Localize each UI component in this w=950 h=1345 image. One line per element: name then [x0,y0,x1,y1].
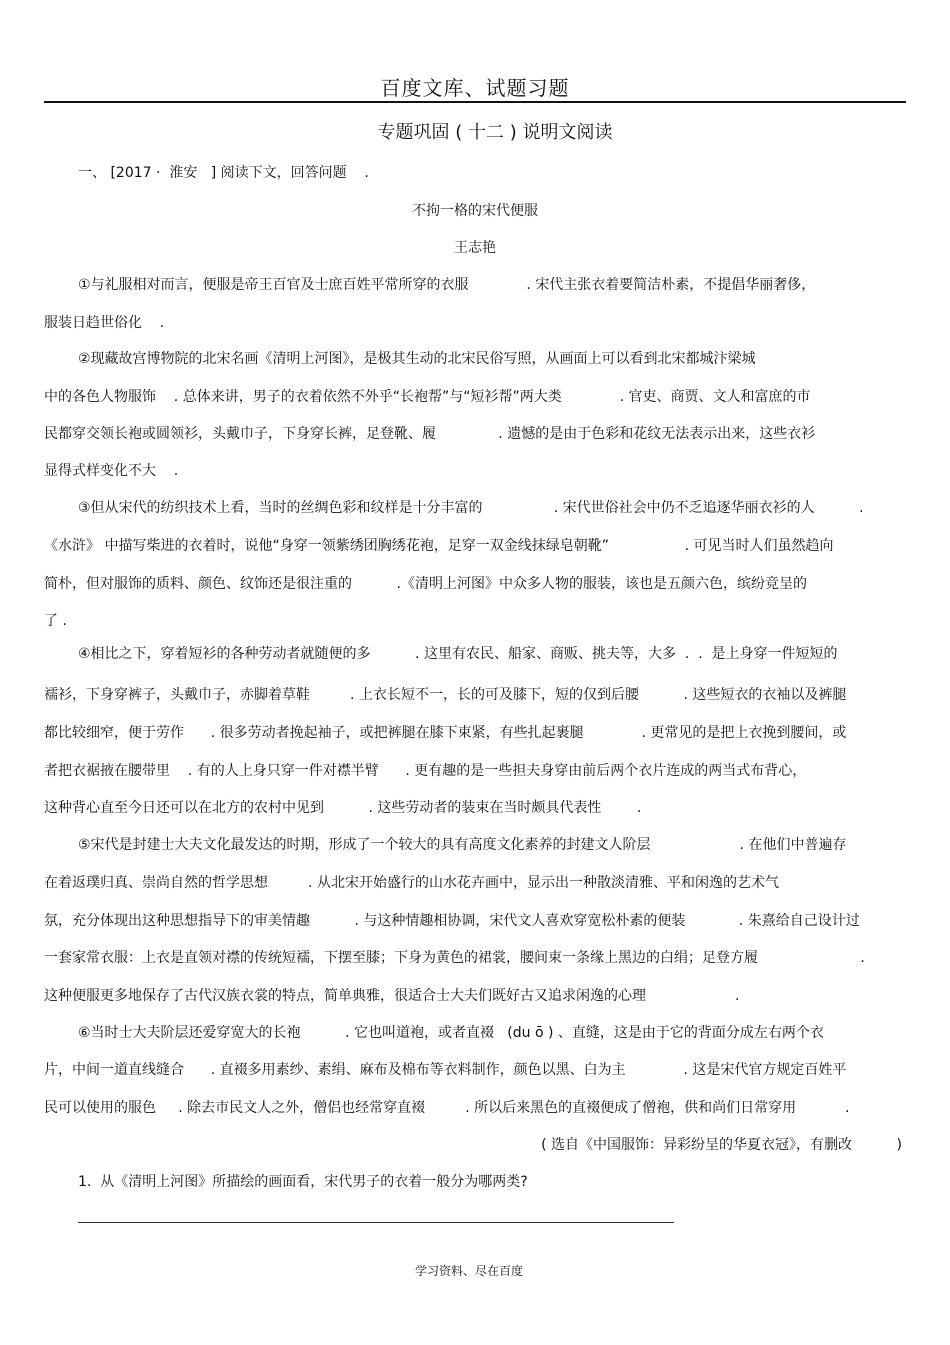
article-line: 氛，充分体现出这种思想指导下的审美情趣 . 与这种情趣相协调，宋代文人喜欢穿宽松朴素的便装 . 朱熹给自己设计过 [44,913,860,929]
article-line: ④相比之下，穿着短衫的各种劳动者就随便的多 . 这里有农民、船家、商贩、挑夫等，大多 . . 是上身穿一件短短的 [78,646,838,662]
article-line: ⑤宋代是封建士大夫文化最发达的时期，形成了一个较大的具有高度文化素养的封建文人阶层 . 在他们中普遍存 [78,837,847,853]
article-line: ③但从宋代的纺织技术上看，当时的丝绸色彩和纹样是十分丰富的 . 宋代世俗社会中仍不乏追逐华丽衣衫的人 . [78,500,864,516]
article-line: ②现藏故宫博物院的北宋名画《清明上河图》，是极其生动的北宋民俗写照，从画面上可以看到北宋都城汴梁城 [78,351,756,367]
source-note: ( 选自《中国服饰：异彩纷呈的华夏衣冠》，有删改 ) [541,1137,902,1153]
article-line: 者把衣裾掖在腰带里 . 有的人上身只穿一件对襟半臂 . 更有趣的是一些担夫身穿由前后两个衣片连成的两当式布背心， [44,763,807,779]
article-line: ①与礼服相对而言，便服是帝王百官及士庶百姓平常所穿的衣服 . 宋代主张衣着要简洁朴素，不提倡华丽奢侈， [78,277,816,293]
article-line: 这种便服更多地保存了古代汉族衣裳的特点，简单典雅，很适合士大夫们既好古又追求闲逸的心理 . [44,988,740,1004]
article-line: 《水浒》 中描写柴进的衣着时，说他“身穿一领紫绣团胸绣花袍，足穿一双金线抹绿皂朝靴” . 可见当时人们虽然趋向 [44,538,834,554]
article-line: ⑥当时士大夫阶层还爱穿宽大的长袍 . 它也叫道袍，或者直裰 (du ō ) 、直缝，这是由于它的背面分成左右两个衣 [78,1025,824,1041]
article-line: 民可以使用的服色 . 除去市民文人之外，僧侣也经常穿直裰 . 所以后来黑色的直裰便成了僧袍，供和尚们日常穿用 . [44,1100,850,1116]
article-line: 简朴，但对服饰的质料、颜色、纹饰还是很注重的 .《清明上河图》中众多人物的服装，该也是五颜六色，缤纷竞呈的 [44,576,807,592]
question-1: 1. 从《清明上河图》所描绘的画面看，宋代男子的衣着一般分为哪两类? [78,1174,528,1190]
answer-line[interactable] [78,1222,674,1223]
article-line: 服装日趋世俗化 . [44,315,165,331]
header-title: 百度文库、试题习题 [380,76,570,100]
page-title: 专题巩固 ( 十二 ) 说明文阅读 [377,122,613,143]
article-line: 中的各色人物服饰 . 总体来讲，男子的衣着依然不外乎“长袍帮”与“短衫帮”两大类 . 官吏、商贾、文人和富庶的市 [44,389,811,405]
page-footer: 学习资料、尽在百度 [414,1264,523,1278]
article-line: 了 . [44,613,67,629]
article-line: 都比较细窄，便于劳作 . 很多劳动者挽起袖子，或把裤腿在膝下束紧，有些扎起裹腿 . 更常见的是把上衣挽到腰间，或 [44,725,847,741]
article-line: 显得式样变化不大 . [44,463,179,479]
article-line: 襦衫，下身穿裤子，头戴巾子，赤脚着草鞋 . 上衣长短不一，长的可及膝下，短的仅到后腰 . 这些短衣的衣袖以及裤腿 [44,687,847,703]
header-divider [44,101,906,103]
article-line: 片，中间一道直线缝合 . 直裰多用素纱、素绢、麻布及棉布等衣料制作，颜色以黑、白为主 . 这是宋代官方规定百姓平 [44,1062,847,1078]
article-line: 在着返璞归真、崇尚自然的哲学思想 . 从北宋开始盛行的山水花卉画中，显示出一种散淡清雅、平和闲逸的艺术气 [44,875,779,891]
article-line: 一套家常衣服：上衣是直领对襟的传统短襦，下摆至膝；下身为黄色的裙裳，腰间束一条缘上黑边的白绢；足登方履 . [44,950,865,966]
question-intro: 一、 [2017 · 淮安 ] 阅读下文，回答问题 . [78,165,369,181]
article-title: 不拘一格的宋代便服 [412,203,538,219]
article-line: 这种背心直至今日还可以在北方的农村中见到 . 这些劳动者的装束在当时颇具代表性 . [44,800,642,816]
article-author: 王志艳 [454,240,496,256]
article-line: 民都穿交领长袍或圆领衫，头戴巾子，下身穿长裤，足登靴、履 . 遗憾的是由于色彩和花纹无法表示出来，这些衣衫 [44,426,816,442]
